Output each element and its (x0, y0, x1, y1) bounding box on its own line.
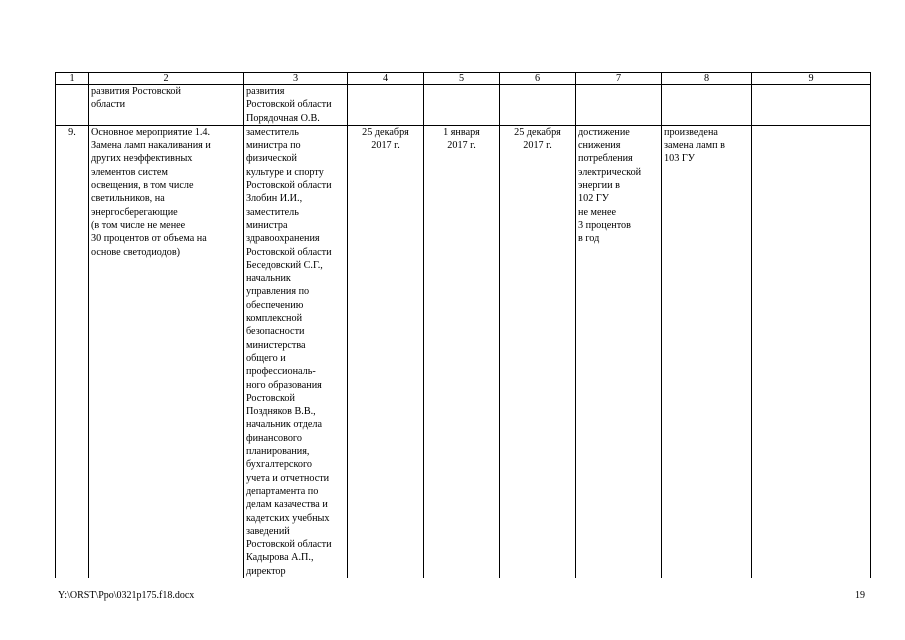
measure-name-cell: развития Ростовской области (89, 85, 244, 126)
date-cell (424, 85, 500, 126)
notes-cell (752, 85, 871, 126)
responsible-executor-cell: развития Ростовской области Порядочная О.В. (244, 85, 348, 126)
expected-result-cell (576, 85, 662, 126)
column-header: 7 (576, 73, 662, 85)
column-header: 5 (424, 73, 500, 85)
date-cell: 25 декабря 2017 г. (348, 125, 424, 578)
row-number-cell (56, 85, 89, 126)
date-cell (348, 85, 424, 126)
notes-cell (752, 125, 871, 578)
column-header: 9 (752, 73, 871, 85)
column-header: 4 (348, 73, 424, 85)
row-number-cell: 9. (56, 125, 89, 578)
column-header: 8 (662, 73, 752, 85)
column-header: 1 (56, 73, 89, 85)
column-header: 2 (89, 73, 244, 85)
table-header-row (56, 73, 871, 85)
column-header: 6 (500, 73, 576, 85)
table-row (56, 125, 871, 578)
table-row (56, 85, 871, 126)
page-number: 19 (855, 590, 865, 601)
column-header: 3 (244, 73, 348, 85)
actual-result-cell (662, 85, 752, 126)
expected-result-cell: достижение снижения потребления электрической энергии в 102 ГУ не менее 3 процентов в год (576, 125, 662, 578)
responsible-executor-cell: заместитель министра по физической культуре и спорту Ростовской области Злобин И.И., заместитель министра здравоохранения Ростовской области Беседовский С.Г., начальник управления по обеспечению комплексной безопасности министерства общего и профессиональ- ного образования Ростовской Поздняков В.В., начальник отдела финансового планирования, бухгалтерского учета и отчетности департамента по делам казачества и кадетских учебных заведений Ростовской области Кадырова А.П., директор (244, 125, 348, 578)
document-table (55, 72, 871, 578)
footer-file-path: Y:\ORST\Ppo\0321p175.f18.docx (58, 590, 195, 601)
date-cell: 1 января 2017 г. (424, 125, 500, 578)
actual-result-cell: произведена замена ламп в 103 ГУ (662, 125, 752, 578)
measure-name-cell: Основное мероприятие 1.4. Замена ламп накаливания и других неэффективных элементов систем освещения, в том числе светильников, на энергосберегающие (в том числе не менее 30 процентов от объема на основе светодиодов) (89, 125, 244, 578)
date-cell: 25 декабря 2017 г. (500, 125, 576, 578)
date-cell (500, 85, 576, 126)
